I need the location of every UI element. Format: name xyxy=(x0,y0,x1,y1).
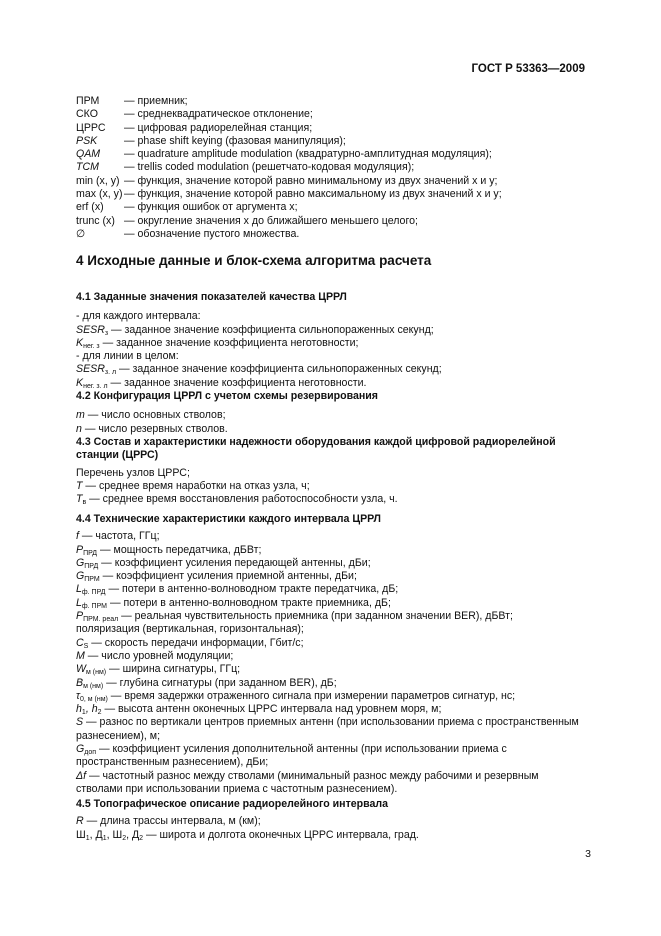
subsection-title: 4.1 Заданные значения показателей качества ЦРРЛ xyxy=(76,291,347,303)
abbreviation-term: TCM xyxy=(76,161,99,174)
abbreviation-description: — trellis coded modulation (решетчато-кодовая модуляция); xyxy=(124,161,415,174)
abbreviation-description: — приемник; xyxy=(124,95,188,107)
text-line: M — число уровней модуляции; xyxy=(76,649,234,662)
text-line: $Ш_1$, $Д_1$, $Ш_2$, $Д_2$ — широта и долгота оконечных ЦРРС интервала, град. xyxy=(76,828,419,842)
abbreviation-term: ∅ xyxy=(76,227,86,240)
text-line: $L_{ф. ПРД}$ — потери в антенно-волноводном тракте передатчика, дБ; xyxy=(76,583,399,597)
abbreviation-row xyxy=(76,122,596,135)
text-line: Δf — частотный разнос между стволами (минимальный разнос между рабочими и резервным стволами при использовании приема с частотным разнесением). xyxy=(76,769,539,795)
text-line: $B_{м (нм)}$ — глубина сигнатуры (при заданном BER), дБ; xyxy=(76,676,337,690)
text-line: $P_{ПРМ. реал}$ — реальная чувствительность приемника (при заданном значении BER), дБВт; xyxy=(76,610,513,624)
abbreviation-term: PSK xyxy=(76,134,98,147)
abbreviation-description: — округление значения x до ближайшего меньшего целого; xyxy=(124,214,418,227)
abbreviation-term: trunc (x) xyxy=(76,214,115,227)
abbreviation-term: QAM xyxy=(76,148,101,161)
text-line: f — частота, ГГц; xyxy=(76,530,160,543)
text-line: $P_{ПРД}$ — мощность передатчика, дБВт; xyxy=(76,543,262,557)
subsection-title: 4.2 Конфигурация ЦРРЛ с учетом схемы резервирования xyxy=(76,390,378,402)
subsection-4-5 xyxy=(76,798,586,842)
abbreviation-term: min (x, y) xyxy=(76,174,120,187)
abbreviation-term: СКО xyxy=(76,108,98,121)
text-line: $G_{ПРД}$ — коэффициент усиления передающей антенны, дБи; xyxy=(76,556,371,570)
text-line: $C_S$ — скорость передачи информации, Гбит/с; xyxy=(76,636,304,650)
text-line: $K_{нег. з}$ — заданное значение коэффициента неготовности; xyxy=(76,336,359,350)
subsection-title: 4.5 Топографическое описание радиорелейного интервала xyxy=(76,798,389,810)
abbreviation-row xyxy=(76,95,596,108)
text-line: - для линии в целом: xyxy=(76,350,179,363)
document-header: ГОСТ Р 53363—2009 xyxy=(471,63,585,75)
abbreviation-description: — обозначение пустого множества. xyxy=(124,227,300,240)
text-line: R — длина трассы интервала, м (км); xyxy=(76,815,261,828)
abbreviation-description: — quadrature amplitude modulation (квадратурно-амплитудная модуляция); xyxy=(124,148,492,161)
text-line: поляризация (вертикальная, горизонтальная); xyxy=(76,623,304,636)
abbreviation-description: — функция, значение которой равно минимальному из двух значений x и y; xyxy=(124,174,498,187)
abbreviation-description: — phase shift keying (фазовая манипуляция); xyxy=(124,134,346,147)
text-line: $W_{м (нм)}$ — ширина сигнатуры, ГГц; xyxy=(76,663,241,677)
abbreviation-list xyxy=(76,95,596,241)
abbreviation-row xyxy=(76,108,596,121)
abbreviation-term: erf (x) xyxy=(76,201,104,214)
text-line: $SESR_{з. л}$ — заданное значение коэффициента сильнопораженных секунд; xyxy=(76,363,442,377)
subsection-4-2 xyxy=(76,390,586,436)
abbreviation-description: — функция, значение которой равно максимальному из двух значений x и y; xyxy=(124,188,502,201)
text-line: $G_{ПРМ}$ — коэффициент усиления приемной антенны, дБи; xyxy=(76,570,357,584)
abbreviation-row xyxy=(76,135,596,148)
text-line: m — число основных стволов; xyxy=(76,409,226,422)
text-line: S — разнос по вертикали центров приемных антенн (при использовании приема с пространственным разнесением), м; xyxy=(76,716,579,742)
text-line: $h_1$, $h_2$ — высота антенн оконечных ЦРРС интервала над уровнем моря, м; xyxy=(76,703,442,717)
text-line: - для каждого интервала: xyxy=(76,310,201,323)
page-number: 3 xyxy=(585,848,591,860)
abbreviation-term: ЦРРС xyxy=(76,121,106,134)
text-line: $K_{нег. з. л}$ — заданное значение коэффициента неготовности. xyxy=(76,376,367,390)
text-line: $\tau_{0, м (нм)}$ — время задержки отраженного сигнала при измерении параметров сигнатур, нс; xyxy=(76,689,516,703)
subsection-title: 4.4 Технические характеристики каждого интервала ЦРРЛ xyxy=(76,513,381,525)
abbreviation-row xyxy=(76,228,596,241)
abbreviation-term: ПРМ xyxy=(76,95,100,107)
abbreviation-row xyxy=(76,148,596,161)
text-line: $T_в$ — среднее время восстановления работоспособности узла, ч. xyxy=(76,493,398,507)
abbreviation-row xyxy=(76,215,596,228)
text-line: Перечень узлов ЦРРС; xyxy=(76,466,190,479)
abbreviation-description: — функция ошибок от аргумента x; xyxy=(124,201,298,214)
text-line: $SESR_з$ — заданное значение коэффициента сильнопораженных секунд; xyxy=(76,323,434,337)
text-line: T — среднее время наработки на отказ узла, ч; xyxy=(76,479,310,492)
abbreviation-term: max (x, y) xyxy=(76,188,123,201)
abbreviation-row xyxy=(76,175,596,188)
text-line: $G_{доп}$ — коэффициент усиления дополнительной антенны (при использовании приема с пространственным разнесением), дБи; xyxy=(76,743,507,769)
subsection-4-4 xyxy=(76,513,586,796)
subsection-title: 4.3 Состав и характеристики надежности оборудования каждой цифровой радиорелейной станции (ЦРРС) xyxy=(76,436,556,462)
abbreviation-row xyxy=(76,188,596,201)
abbreviation-row xyxy=(76,161,596,174)
subsection-4-1 xyxy=(76,291,586,390)
text-line: n — число резервных стволов. xyxy=(76,422,228,435)
abbreviation-row xyxy=(76,201,596,214)
abbreviation-description: — среднеквадратическое отклонение; xyxy=(124,108,313,121)
subsection-4-3 xyxy=(76,436,586,506)
abbreviation-description: — цифровая радиорелейная станция; xyxy=(124,121,313,134)
section-title: 4 Исходные данные и блок-схема алгоритма расчета xyxy=(76,253,432,268)
text-line: $L_{ф. ПРМ}$ — потери в антенно-волноводном тракте приемника, дБ; xyxy=(76,596,391,610)
